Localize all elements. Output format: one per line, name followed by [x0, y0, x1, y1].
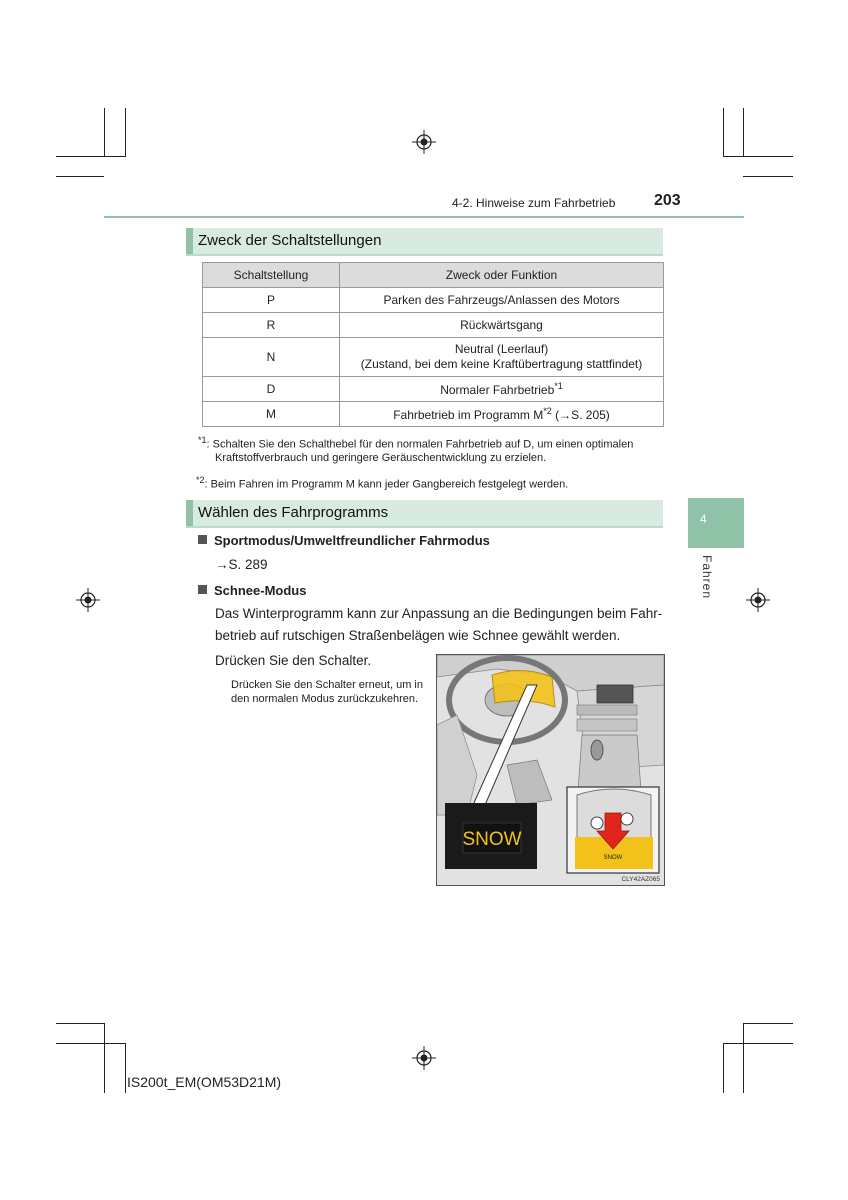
cell-function: Rückwärtsgang	[340, 313, 664, 338]
cell-position: M	[203, 402, 340, 427]
section-heading-drive-program	[186, 500, 663, 528]
footnote-ref: *1	[554, 381, 563, 391]
note-line: den normalen Modus zurückzukehren.	[231, 693, 419, 705]
registration-mark-right	[746, 588, 770, 612]
page-number: 203	[654, 192, 681, 209]
table-row	[203, 338, 664, 377]
header-rule	[104, 216, 744, 218]
registration-mark-bottom	[412, 1046, 436, 1070]
sport-mode-reference[interactable]: →S. 289	[215, 557, 268, 572]
shift-position-table	[202, 262, 664, 427]
square-bullet-icon	[198, 535, 207, 544]
snow-mode-note	[231, 678, 423, 706]
dashboard-drawing	[437, 655, 664, 885]
footnote-mark: *2	[196, 475, 205, 485]
registration-mark-top	[412, 130, 436, 154]
square-bullet-icon	[198, 585, 207, 594]
footnote-text: : Schalten Sie den Schalthebel für den normalen Fahrbetrieb auf D, um einen optimalen	[206, 438, 634, 451]
description-line: betrieb auf rutschigen Straßenbelägen wie Schnee gewählt werden.	[215, 628, 621, 643]
cell-function-text: Normaler Fahrbetrieb	[440, 383, 555, 397]
cell-position: N	[203, 338, 340, 377]
chapter-label: Fahren	[700, 555, 714, 600]
model-code-footer: IS200t_EM(OM53D21M)	[127, 1074, 282, 1090]
table-row	[203, 288, 664, 313]
chapter-number: 4	[700, 512, 707, 526]
snow-button-label: SNOW	[603, 855, 623, 861]
registration-mark-left	[76, 588, 100, 612]
cell-function	[340, 338, 664, 377]
table-row	[203, 313, 664, 338]
cell-position: R	[203, 313, 340, 338]
sport-mode-title: Sportmodus/Umweltfreundlicher Fahrmodus	[214, 533, 490, 548]
table-header-row	[203, 263, 664, 288]
footnote-text: : Beim Fahren im Programm M kann jeder Gangbereich festgelegt werden.	[204, 478, 569, 491]
description-line: Das Winterprogramm kann zur Anpassung an die Bedingungen beim Fahr-	[215, 606, 663, 621]
dashboard-illustration	[436, 654, 665, 886]
column-header-position: Schaltstellung	[203, 263, 340, 288]
section-heading-text: Zweck der Schaltstellungen	[198, 232, 382, 249]
cell-function-line: (Zustand, bei dem keine Kraftübertragung stattfindet)	[360, 357, 643, 371]
section-heading-bar	[186, 228, 193, 254]
cell-position: P	[203, 288, 340, 313]
illustration-code: CLY42AZ065	[621, 876, 660, 883]
snow-mode-heading	[198, 583, 306, 598]
snow-display-text: SNOW	[462, 829, 522, 850]
section-heading-shift-positions	[186, 228, 663, 256]
cell-function	[340, 377, 664, 402]
footnote-2	[196, 472, 568, 494]
cell-function-line: Neutral (Leerlauf)	[454, 342, 549, 356]
section-heading-bar	[186, 500, 193, 526]
page-reference-link[interactable]: (→S. 205)	[555, 408, 610, 422]
note-line: Drücken Sie den Schalter erneut, um in	[231, 679, 423, 691]
cell-function: Parken des Fahrzeugs/Anlassen des Motors	[340, 288, 664, 313]
footnote-mark: *1	[198, 435, 207, 445]
running-header-section: 4-2. Hinweise zum Fahrbetrieb	[452, 196, 616, 210]
snow-mode-title: Schnee-Modus	[214, 583, 307, 598]
chapter-tab[interactable]	[688, 498, 744, 548]
section-heading-text: Wählen des Fahrprogramms	[198, 504, 389, 521]
table-row	[203, 402, 664, 427]
snow-mode-description	[215, 603, 662, 647]
table-row	[203, 377, 664, 402]
sport-mode-heading	[198, 533, 490, 548]
snow-mode-step: Drücken Sie den Schalter.	[215, 653, 372, 668]
column-header-function: Zweck oder Funktion	[340, 263, 664, 288]
cell-function	[340, 402, 664, 427]
cell-position: D	[203, 377, 340, 402]
cell-function-text: Fahrbetrieb im Programm M	[393, 408, 544, 422]
footnote-1-continuation: Kraftstoffverbrauch und geringere Geräuschentwicklung zu erzielen.	[215, 452, 547, 464]
footnote-ref: *2	[543, 406, 552, 416]
